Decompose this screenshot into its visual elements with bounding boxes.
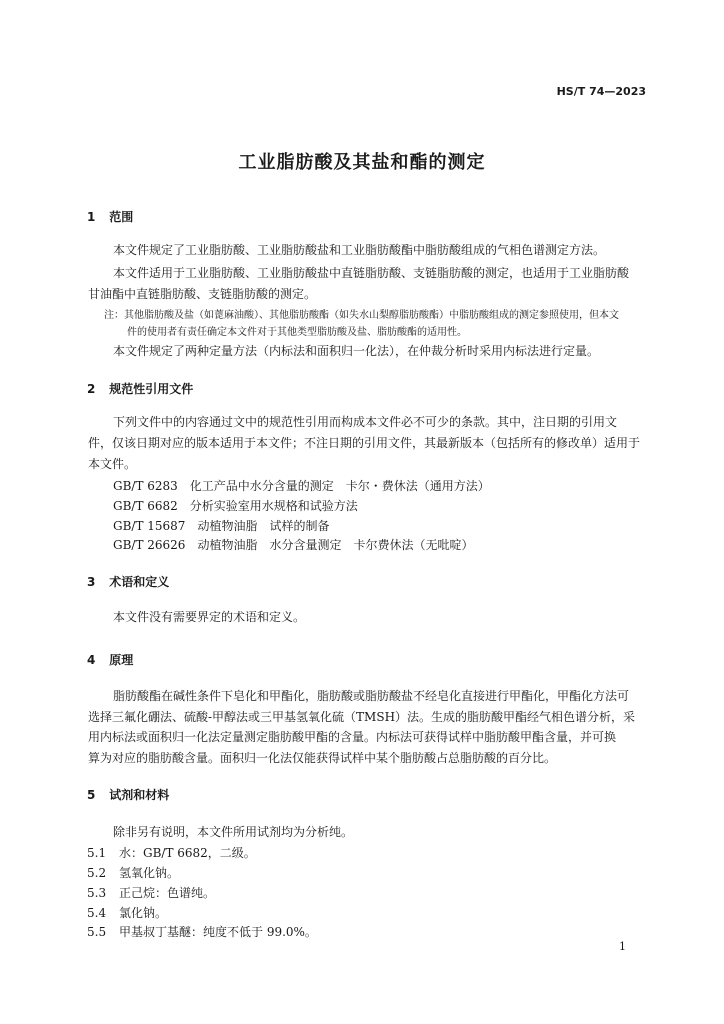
document-title: 工业脂肪酸及其盐和酯的测定 bbox=[238, 152, 486, 173]
principle-line-2: 选择三氟化硼法、硫酸-甲醇法或三甲基氢氧化硫（TMSH）法。生成的脂肪酸甲酯经气相色谱分析，采 bbox=[88, 710, 636, 724]
normative-paragraph-line-1: 下列文件中的内容通过文中的规范性引用而构成本文件必不可少的条款。其中，注日期的引用文 bbox=[113, 415, 618, 429]
section-heading-reagents bbox=[87, 786, 169, 803]
section-number: 1 bbox=[87, 210, 96, 224]
reagent-item bbox=[87, 884, 215, 901]
reagent-item bbox=[87, 864, 179, 881]
section-number: 2 bbox=[87, 382, 96, 396]
reference-item: GB/T 15687 动植物油脂 试样的制备 bbox=[113, 519, 330, 533]
principle-line-4: 算为对应的脂肪酸含量。面积归一化法仅能获得试样中某个脂肪酸占总脂肪酸的百分比。 bbox=[88, 751, 557, 765]
scope-paragraph-2-line-1: 本文件适用于工业脂肪酸、工业脂肪酸盐中直链脂肪酸、支链脂肪酸的测定，也适用于工业脂肪酸 bbox=[113, 266, 630, 280]
scope-paragraph-2-line-2: 甘油酯中直链脂肪酸、支链脂肪酸的测定。 bbox=[88, 287, 317, 301]
reagent-item bbox=[87, 923, 317, 940]
section-heading-principle bbox=[87, 651, 133, 668]
section-title: 规范性引用文件 bbox=[109, 382, 194, 396]
section-number: 4 bbox=[87, 653, 96, 667]
normative-paragraph-line-2: 件，仅该日期对应的版本适用于本文件；不注日期的引用文件，其最新版本（包括所有的修改单）适用于 bbox=[88, 436, 641, 450]
reagent-text: 正己烷：色谱纯。 bbox=[119, 886, 216, 900]
reference-item: GB/T 26626 动植物油脂 水分含量测定 卡尔费休法（无吡啶） bbox=[113, 538, 474, 552]
scope-note-line-1: 注：其他脂肪酸及盐（如蓖麻油酸）、其他脂肪酸酯（如失水山梨醇脂肪酸酯）中脂肪酸组成的测定参照使用，但本文 bbox=[104, 310, 619, 321]
section-title: 范围 bbox=[109, 210, 134, 224]
reagent-text: 水：GB/T 6682，二级。 bbox=[119, 846, 256, 860]
standard-number: HS/T 74—2023 bbox=[556, 85, 646, 98]
section-title: 试剂和材料 bbox=[109, 788, 170, 802]
reagent-text: 甲基叔丁基醚：纯度不低于 99.0%。 bbox=[119, 925, 317, 939]
section-title: 原理 bbox=[109, 653, 134, 667]
page-number: 1 bbox=[619, 940, 626, 953]
normative-paragraph-line-3: 本文件。 bbox=[88, 457, 137, 471]
principle-line-3: 用内标法或面积归一化法定量测定脂肪酸甲酯的含量。内标法可获得试样中脂肪酸甲酯含量，并可换 bbox=[88, 730, 617, 744]
reference-item: GB/T 6682 分析实验室用水规格和试验方法 bbox=[113, 499, 358, 513]
reagent-number: 5.3 bbox=[87, 886, 107, 900]
reagent-item bbox=[87, 844, 256, 861]
reagent-item bbox=[87, 904, 167, 921]
scope-paragraph-1: 本文件规定了工业脂肪酸、工业脂肪酸盐和工业脂肪酸酯中脂肪酸组成的气相色谱测定方法。 bbox=[113, 243, 606, 257]
reagent-number: 5.4 bbox=[87, 906, 107, 920]
scope-note-line-2: 件的使用者有责任确定本文件对于其他类型脂肪酸及盐、脂肪酸酯的适用性。 bbox=[127, 327, 467, 338]
reference-item: GB/T 6283 化工产品中水分含量的测定 卡尔・费休法（通用方法） bbox=[113, 479, 490, 493]
reagent-number: 5.5 bbox=[87, 925, 107, 939]
section-heading-terms bbox=[87, 573, 169, 590]
principle-line-1: 脂肪酸酯在碱性条件下皂化和甲酯化，脂肪酸或脂肪酸盐不经皂化直接进行甲酯化，甲酯化方法可 bbox=[113, 689, 630, 703]
reagent-number: 5.1 bbox=[87, 846, 107, 860]
section-number: 5 bbox=[87, 788, 96, 802]
reagents-intro: 除非另有说明，本文件所用试剂均为分析纯。 bbox=[113, 825, 354, 839]
scope-paragraph-3: 本文件规定了两种定量方法（内标法和面积归一化法），在仲裁分析时采用内标法进行定量。 bbox=[113, 344, 600, 358]
section-heading-normative-references bbox=[87, 380, 193, 397]
reagent-number: 5.2 bbox=[87, 866, 107, 880]
section-heading-scope bbox=[87, 208, 133, 225]
section-number: 3 bbox=[87, 575, 96, 589]
reagent-text: 氯化钠。 bbox=[119, 906, 168, 920]
terms-paragraph: 本文件没有需要界定的术语和定义。 bbox=[113, 610, 306, 624]
section-title: 术语和定义 bbox=[109, 575, 170, 589]
reagent-text: 氢氧化钠。 bbox=[119, 866, 180, 880]
